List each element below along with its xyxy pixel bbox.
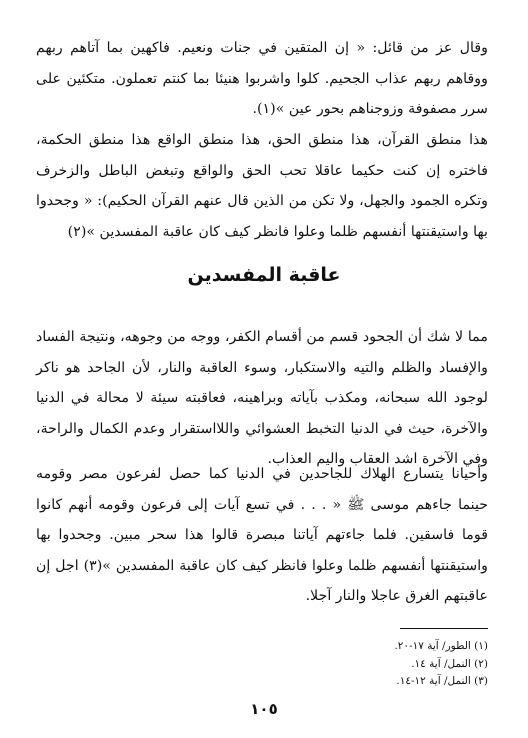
footnote-item: (٣) النمل/ آية ١٢-١٤. bbox=[396, 675, 488, 687]
section-heading: عاقبة المفسدين bbox=[187, 264, 341, 286]
body-paragraph: وأحيانا يتسارع الهلاك للجاحدين في الدنيا كما حصل لفرعون مصر وقومه حينما جاءهم موسى ﷺ « . . . في تسع آيات إلى فرعون وقومه أنهم كانوا قوما فاسقين. فلما جاءتهم آياتنا مبصرة قالوا هذا سحر مبين. وجحدوا بها واستيقنتها أنفسهم ظلما وعلوا فانظر كيف كان عاقبة المفسدين »(٣) اجل إن عاقبتهم الغرق عاجلا والنار آجلا. bbox=[36, 466, 489, 604]
body-paragraph: مما لا شك أن الجحود قسم من أقسام الكفر، ووجه من وجوهه، ونتيجة الفساد والإفساد والظلم والتيه والاستكبار، وسوء العاقبة والنار، لأن الجاحد هو ناكر لوجود الله سبحانه، ومكذب بآياته وبراهينه، فعاقبته سيئة لا محالة في الدنيا والآخرة، حيث في الدنيا التخبط العشوائي واللااستقرار وعدم الكمال والراحة، وفي الآخرة اشد العقاب واليم العذاب. bbox=[36, 329, 488, 467]
footnote-divider bbox=[400, 628, 488, 629]
footnote-item: (١) الطور/ آية ١٧-٢٠. bbox=[394, 640, 488, 652]
footnote-item: (٢) النمل/ آية ١٤. bbox=[411, 657, 488, 670]
quran-quote-paragraph: وقال عز من قائل: « إن المتقين في جنات ونعيم. فاكهين بما آتاهم ربهم ووقاهم ربهم عذاب الجحيم. كلوا واشربوا هنيئا بما كنتم تعملون. متكئين على سرر مصفوفة وزوجناهم بحور عين »(١). bbox=[36, 40, 488, 117]
page-number: ١٠٥ bbox=[250, 700, 278, 718]
footnotes-list bbox=[188, 638, 488, 691]
commentary-paragraph: هذا منطق القرآن، هذا منطق الحق، هذا منطق الواقع هذا منطق الحكمة، فاختره إن كنت حكيما عاقلا تحب الحق والواقع وتبغض الباطل والزخرف وتكره الجمود والجهل، ولا تكن من الذين قال عنهم القرآن الحكيم): « وجحدوا بها واستيقنتها أنفسهم ظلما وعلوا فانظر كيف كان عاقبة المفسدين »(٢) bbox=[36, 132, 488, 240]
